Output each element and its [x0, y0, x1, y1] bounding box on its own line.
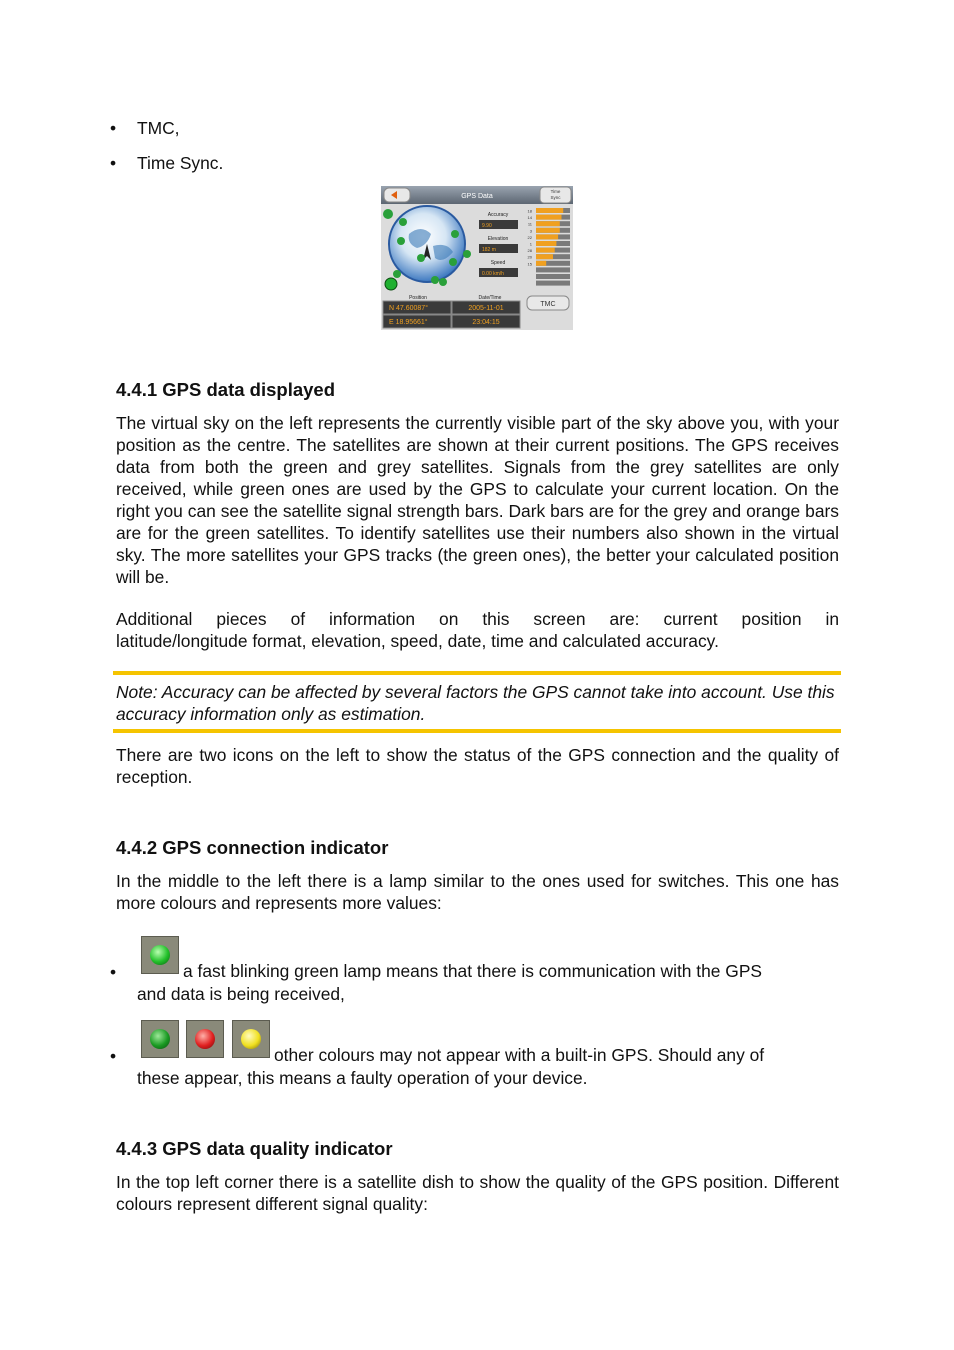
- paragraph-additional-info-line2: latitude/longitude format, elevation, speed, date, time and calculated accuracy.: [116, 631, 719, 651]
- bullet-text: Time Sync.: [137, 153, 224, 173]
- signal-bar-track: [536, 281, 570, 286]
- speed-label: Speed: [490, 260, 506, 266]
- paragraph-quality-indicator: In the top left corner there is a satellite dish to show the quality of the GPS position. Different colours represent different signal quality:: [116, 1172, 839, 1214]
- accuracy-value: 9.90: [482, 223, 492, 229]
- paragraph-additional-info-line1: Additional pieces of information on this screen are: current position in: [116, 609, 839, 629]
- satellite-number: 11: [527, 221, 532, 227]
- elevation-label: Elevation: [487, 236, 509, 242]
- green-lamp-icon: [141, 936, 179, 974]
- section-heading-4-4-1: 4.4.1 GPS data displayed: [116, 379, 336, 400]
- gps-data-screenshot: [381, 186, 573, 330]
- time-sync-label-2: Sync: [550, 195, 561, 200]
- signal-bar-fill: [536, 248, 555, 253]
- lamp-bullet-1-line1: a fast blinking green lamp means that there is communication with the GPS: [183, 961, 763, 981]
- tmc-label: TMC: [540, 301, 556, 308]
- bullet-dot: •: [110, 153, 117, 173]
- section-heading-4-4-2: 4.4.2 GPS connection indicator: [116, 837, 389, 858]
- lamp-bullet-1-line2: and data is being received,: [137, 984, 345, 1004]
- green-lamp-icon: [141, 1020, 179, 1058]
- latitude-value: N 47.60087°: [389, 305, 428, 312]
- red-lamp-icon: [186, 1020, 224, 1058]
- satellite-dish-icon: [383, 209, 393, 219]
- signal-bar-fill: [536, 234, 558, 239]
- bullet-text: TMC,: [137, 118, 180, 138]
- signal-bar-fill: [536, 228, 560, 233]
- lamp-bullet-2-line1: other colours may not appear with a built-in GPS. Should any of: [274, 1045, 765, 1065]
- bullet-dot: •: [110, 962, 117, 982]
- satellite-number-labels: [528, 209, 533, 267]
- satellite-number: 15: [527, 261, 532, 267]
- paragraph-connection-indicator: In the middle to the left there is a lamp similar to the ones used for switches. This one has more colours and represents more values:: [116, 871, 839, 913]
- lamp-bullet-2-line2: these appear, this means a faulty operation of your device.: [137, 1068, 588, 1088]
- datetime-label: Date/Time: [478, 295, 502, 301]
- note-top-bar: [113, 671, 841, 675]
- section-heading-4-4-3: 4.4.3 GPS data quality indicator: [116, 1138, 393, 1159]
- position-label: Position: [409, 295, 427, 301]
- signal-bar-fill: [536, 221, 560, 226]
- satellite-number: 18: [527, 208, 532, 214]
- note-bottom-bar: [113, 729, 841, 733]
- yellow-lamp-icon: [232, 1020, 270, 1058]
- time-sync-label-1: Time: [550, 189, 561, 194]
- paragraph-gps-data-displayed: The virtual sky on the left represents the currently visible part of the sky above you, with your position as the centre. The satellites are shown at their current positions. The GPS receives data from both the green and grey satellites. Signals from the grey satellites are only received, while green ones are used by the GPS to calculate your current location. On the right you can see the satellite signal strength bars. Dark bars are for the grey and orange bars are for the green satellites. To identify satellites use their numbers also shown in the virtual sky. The more satellites your GPS tracks (the green ones), the better your calculated position will be.: [116, 413, 839, 587]
- speed-value: 0.00 km/h: [482, 271, 504, 277]
- signal-bar-fill: [536, 261, 546, 266]
- longitude-value: E 18.95661°: [389, 319, 428, 326]
- satellite-number: 28: [527, 248, 532, 254]
- gps-lamp-icon: [385, 278, 397, 290]
- signal-bar-track: [536, 274, 570, 279]
- date-value: 2005-11-01: [468, 305, 504, 312]
- bullet-dot: •: [110, 118, 117, 138]
- signal-bar-fill: [536, 254, 553, 259]
- elevation-value: 182 m: [482, 247, 496, 253]
- accuracy-label: Accuracy: [487, 212, 509, 218]
- signal-bar-fill: [536, 208, 563, 213]
- signal-bar-fill: [536, 215, 562, 220]
- satellite-number: 3: [529, 228, 532, 234]
- bullet-dot: •: [110, 1046, 117, 1066]
- paragraph-status-icons: There are two icons on the left to show the status of the GPS connection and the quality of reception.: [116, 745, 839, 787]
- screen-title: GPS Data: [461, 193, 493, 200]
- note-text: Note: Accuracy can be affected by several factors the GPS cannot take into account. Use this accuracy information only as estimation.: [116, 682, 835, 724]
- signal-bar-track: [536, 267, 570, 272]
- time-value: 23:04:15: [472, 319, 500, 326]
- signal-bar-fill: [536, 241, 556, 246]
- satellite-number: 1: [529, 241, 532, 247]
- satellite-number: 14: [527, 215, 532, 221]
- satellite-number: 22: [527, 234, 532, 240]
- satellite-number: 20: [527, 254, 532, 260]
